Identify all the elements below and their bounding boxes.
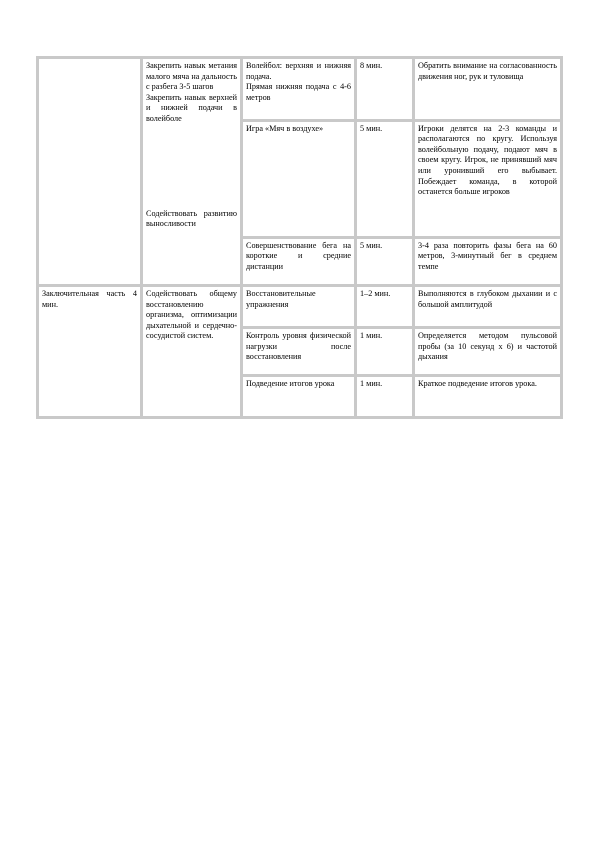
notes-cell: Краткое подведение итогов урока. [414, 376, 562, 418]
content-cell: Контроль уровня физической нагрузки после восстановления [242, 328, 356, 376]
time-cell: 5 мин. [356, 237, 414, 285]
content-text: Волейбол: верхняя и нижняя подача. [246, 61, 351, 81]
stage-cell-final: Заключительная часть 4 мин. [38, 286, 142, 418]
spacer [146, 125, 237, 209]
notes-cell: Выполняются в глубоком дыхании и с большой амплитудой [414, 286, 562, 328]
stage-cell-main [38, 58, 142, 286]
lesson-plan-table [36, 56, 563, 419]
lesson-plan-sheet [36, 56, 560, 419]
time-cell: 5 мин. [356, 120, 414, 237]
time-cell: 1 мин. [356, 328, 414, 376]
notes-cell: Игроки делятся на 2-3 команды и располагаются по кругу. Используя волейбольную подачу, подают мяч в своем кругу. Игрок, не принявший мяч или уронивший его выбывает. Побеждает команда, в которой останется больше игроков [414, 120, 562, 237]
content-cell: Совершенствование бега на короткие и средние дистанции [242, 237, 356, 285]
time-cell: 1 мин. [356, 376, 414, 418]
table-row [38, 286, 562, 328]
content-cell: Игра «Мяч в воздухе» [242, 120, 356, 237]
table-row [38, 58, 562, 121]
content-text: Прямая нижняя подача с 4-6 метров [246, 82, 351, 102]
tasks-cell-final: Содействовать общему восстановлению организма, оптимизации дыхательной и сердечно-сосудистой систем. [142, 286, 242, 418]
tasks-cell-main [142, 58, 242, 286]
content-cell: Подведение итогов урока [242, 376, 356, 418]
notes-cell: Обратить внимание на согласованность движения ног, рук и туловища [414, 58, 562, 121]
task-text: Закрепить навык метания малого мяча на дальность с разбега 3-5 шагов [146, 61, 237, 92]
time-cell: 8 мин. [356, 58, 414, 121]
task-text: Закрепить навык верхней и нижней подачи в волейболе [146, 92, 237, 123]
notes-cell: 3-4 раза повторить фазы бега на 60 метров, 3-минутный бег в среднем темпе [414, 237, 562, 285]
notes-cell: Определяется методом пульсовой пробы (за 10 секунд х 6) и частотой дыхания [414, 328, 562, 376]
task-text: Содействовать развитию выносливости [146, 208, 237, 229]
time-cell: 1–2 мин. [356, 286, 414, 328]
content-cell: Восстановительные упражнения [242, 286, 356, 328]
content-cell [242, 58, 356, 121]
